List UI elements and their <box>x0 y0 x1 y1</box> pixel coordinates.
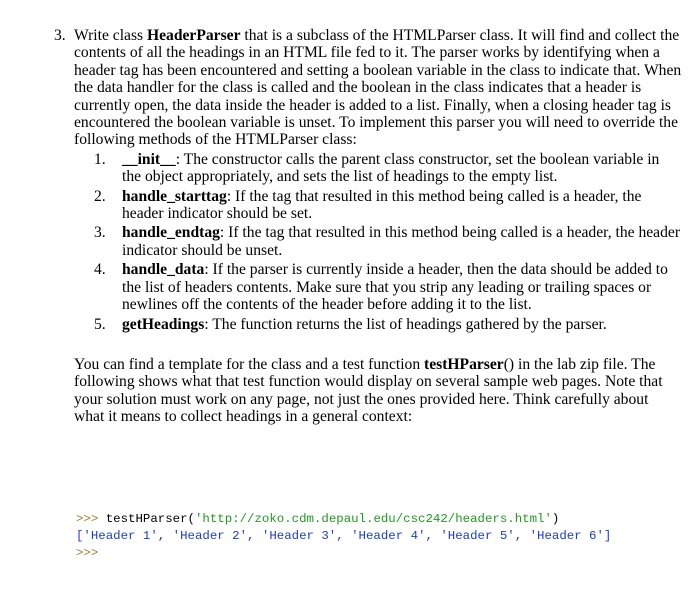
method-description: : If the parser is currently inside a header, then the data should be added to the list of headers contents. Make sure that you strip any leading or trailing spaces or newlines off the contents of the header before adding it to the list. <box>122 261 668 314</box>
question-number: 3. <box>54 27 66 44</box>
methods-list <box>74 151 682 333</box>
console-call-open: testHParser( <box>105 512 195 526</box>
method-name: __init__ <box>122 150 176 168</box>
method-description: : The function returns the list of headings gathered by the parser. <box>204 315 607 333</box>
method-description: : If the tag that resulted in this method being called is a header, the header indicator should be unset. <box>122 224 681 259</box>
method-name: getHeadings <box>122 315 205 333</box>
console-output <box>76 511 686 562</box>
list-item <box>74 188 682 223</box>
method-name: handle_starttag <box>122 187 227 205</box>
question-body <box>74 27 682 426</box>
question-intro <box>74 27 682 149</box>
intro-text-2: that is a subclass of the HTMLParser class. It will find and collect the contents of all the headings in an HTML file fed to it. The parser works by identifying when a header tag has been encountered and setting a boolean variable in the class to indicate that. When the data handler for the class is called and the boolean in the class indicates that a header is currently open, the data inside the header is added to a list. Finally, when a closing header tag is encountered the boolean variable is unset. To implement this parser you will need to override the following methods of the HTMLParser class: <box>74 27 682 149</box>
method-description: : The constructor calls the parent class constructor, set the boolean variable in the object appropriately, and sets the list of headings to the empty list. <box>122 150 660 186</box>
method-name: handle_data <box>122 261 205 279</box>
list-item-number: 1. <box>94 150 106 168</box>
intro-text-1: Write class <box>74 27 147 44</box>
closing-text-2: () in the lab zip file. The following shows what that test function would display on several sample web pages. Note that your solution must work on any page, not just the ones provided here. Think carefully about what it means to collect headings in a general context: <box>74 355 663 426</box>
closing-paragraph <box>74 356 682 426</box>
list-item <box>74 261 682 313</box>
console-url: 'http://zoko.cdm.depaul.edu/csc242/headers.html' <box>194 512 552 526</box>
test-function-name: testHParser <box>424 355 504 373</box>
closing-text-1: You can find a template for the class and a test function <box>74 355 425 373</box>
list-item-number: 4. <box>94 261 106 279</box>
console-prompt: >>> <box>76 512 106 526</box>
console-result: ['Header 1', 'Header 2', 'Header 3', 'Header 4', 'Header 5', 'Header 6'] <box>76 529 612 543</box>
console-call-close: ) <box>551 512 560 526</box>
list-item-number: 3. <box>94 224 106 242</box>
console-final-prompt: >>> <box>76 546 99 560</box>
list-item <box>74 224 682 259</box>
list-item-number: 2. <box>94 187 106 205</box>
list-item <box>74 316 682 333</box>
class-name: HeaderParser <box>146 27 241 44</box>
list-item-number: 5. <box>94 315 106 333</box>
method-description: : If the tag that resulted in this method being called is a header, the header indicator should be set. <box>122 187 642 223</box>
list-item <box>74 151 682 186</box>
method-name: handle_endtag <box>122 224 220 242</box>
